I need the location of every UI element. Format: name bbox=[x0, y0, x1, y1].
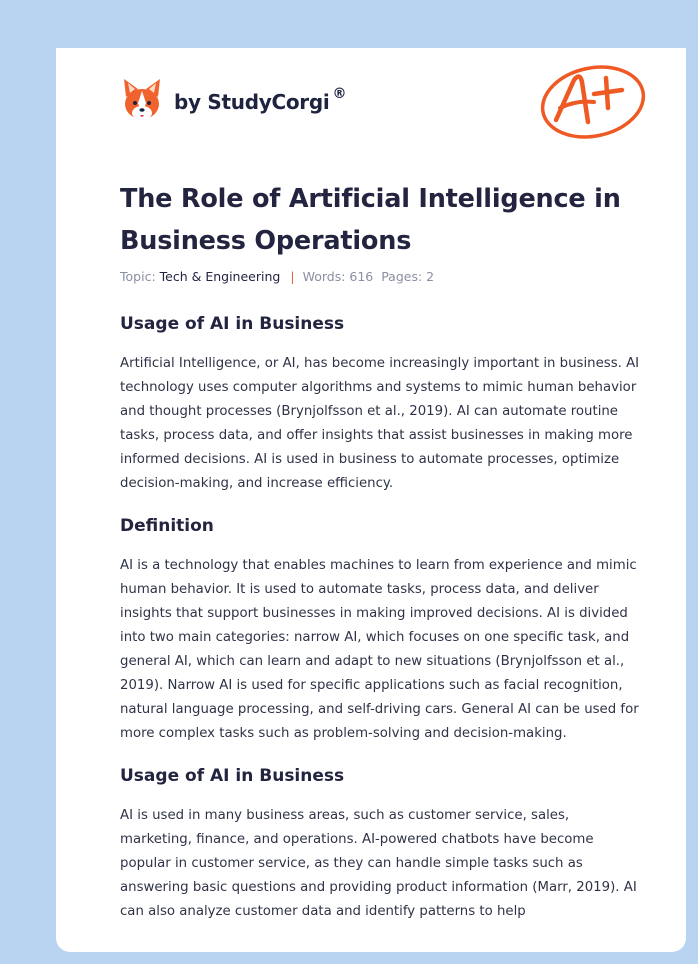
document-title: The Role of Artificial Intelligence in Business Operations bbox=[120, 184, 621, 256]
section-paragraph: AI is used in many business areas, such as customer service, sales, marketing, finance, and operations. AI-powered chatbots have become popular in customer service, as they can handle simple tasks such as answering basic questions and providing product information (Marr, 2019). AI can also analyze customer data and identify patterns to help bbox=[120, 808, 637, 919]
corgi-logo-icon bbox=[122, 76, 162, 124]
meta-separator: | bbox=[290, 269, 295, 284]
section-heading: Definition bbox=[120, 516, 214, 536]
section-heading: Usage of AI in Business bbox=[120, 766, 345, 786]
word-count: Words: 616 bbox=[302, 269, 374, 284]
grade-a-plus-icon bbox=[536, 58, 652, 148]
section-heading: Usage of AI in Business bbox=[120, 314, 345, 334]
section-paragraph: AI is a technology that enables machines to learn from experience and mimic human behavior. It is used to automate tasks, process data, and deliver insights that support businesses in making improved decisions. AI is divided into two main categories: narrow AI, which focuses on one specific task, and general AI, which can learn and adapt to new situations (Brynjolfsson et al., 2019). Narrow AI is used for specific applications such as facial recognition, natural language processing, and self-driving cars. General AI can be used for more complex tasks such as problem-solving and decision-making. bbox=[120, 558, 639, 741]
registered-mark: ® bbox=[332, 86, 347, 102]
topic-link[interactable]: Tech & Engineering bbox=[159, 269, 281, 284]
section-paragraph: Artificial Intelligence, or AI, has become increasingly important in business. AI technology uses computer algorithms and systems to mimic human behavior and thought processes (Brynjolfsson et al., 2019). AI can automate routine tasks, process data, and offer insights that assist businesses in making more informed decisions. AI is used in business to automate processes, optimize decision-making, and increase efficiency. bbox=[120, 356, 640, 491]
topic-label: Topic: bbox=[120, 269, 156, 284]
document-body bbox=[120, 312, 640, 942]
brand-name[interactable] bbox=[174, 86, 347, 114]
brand-text: by StudyCorgi bbox=[174, 90, 330, 114]
page-count: Pages: 2 bbox=[381, 269, 435, 284]
document-meta bbox=[120, 269, 434, 284]
document-page bbox=[56, 48, 686, 952]
